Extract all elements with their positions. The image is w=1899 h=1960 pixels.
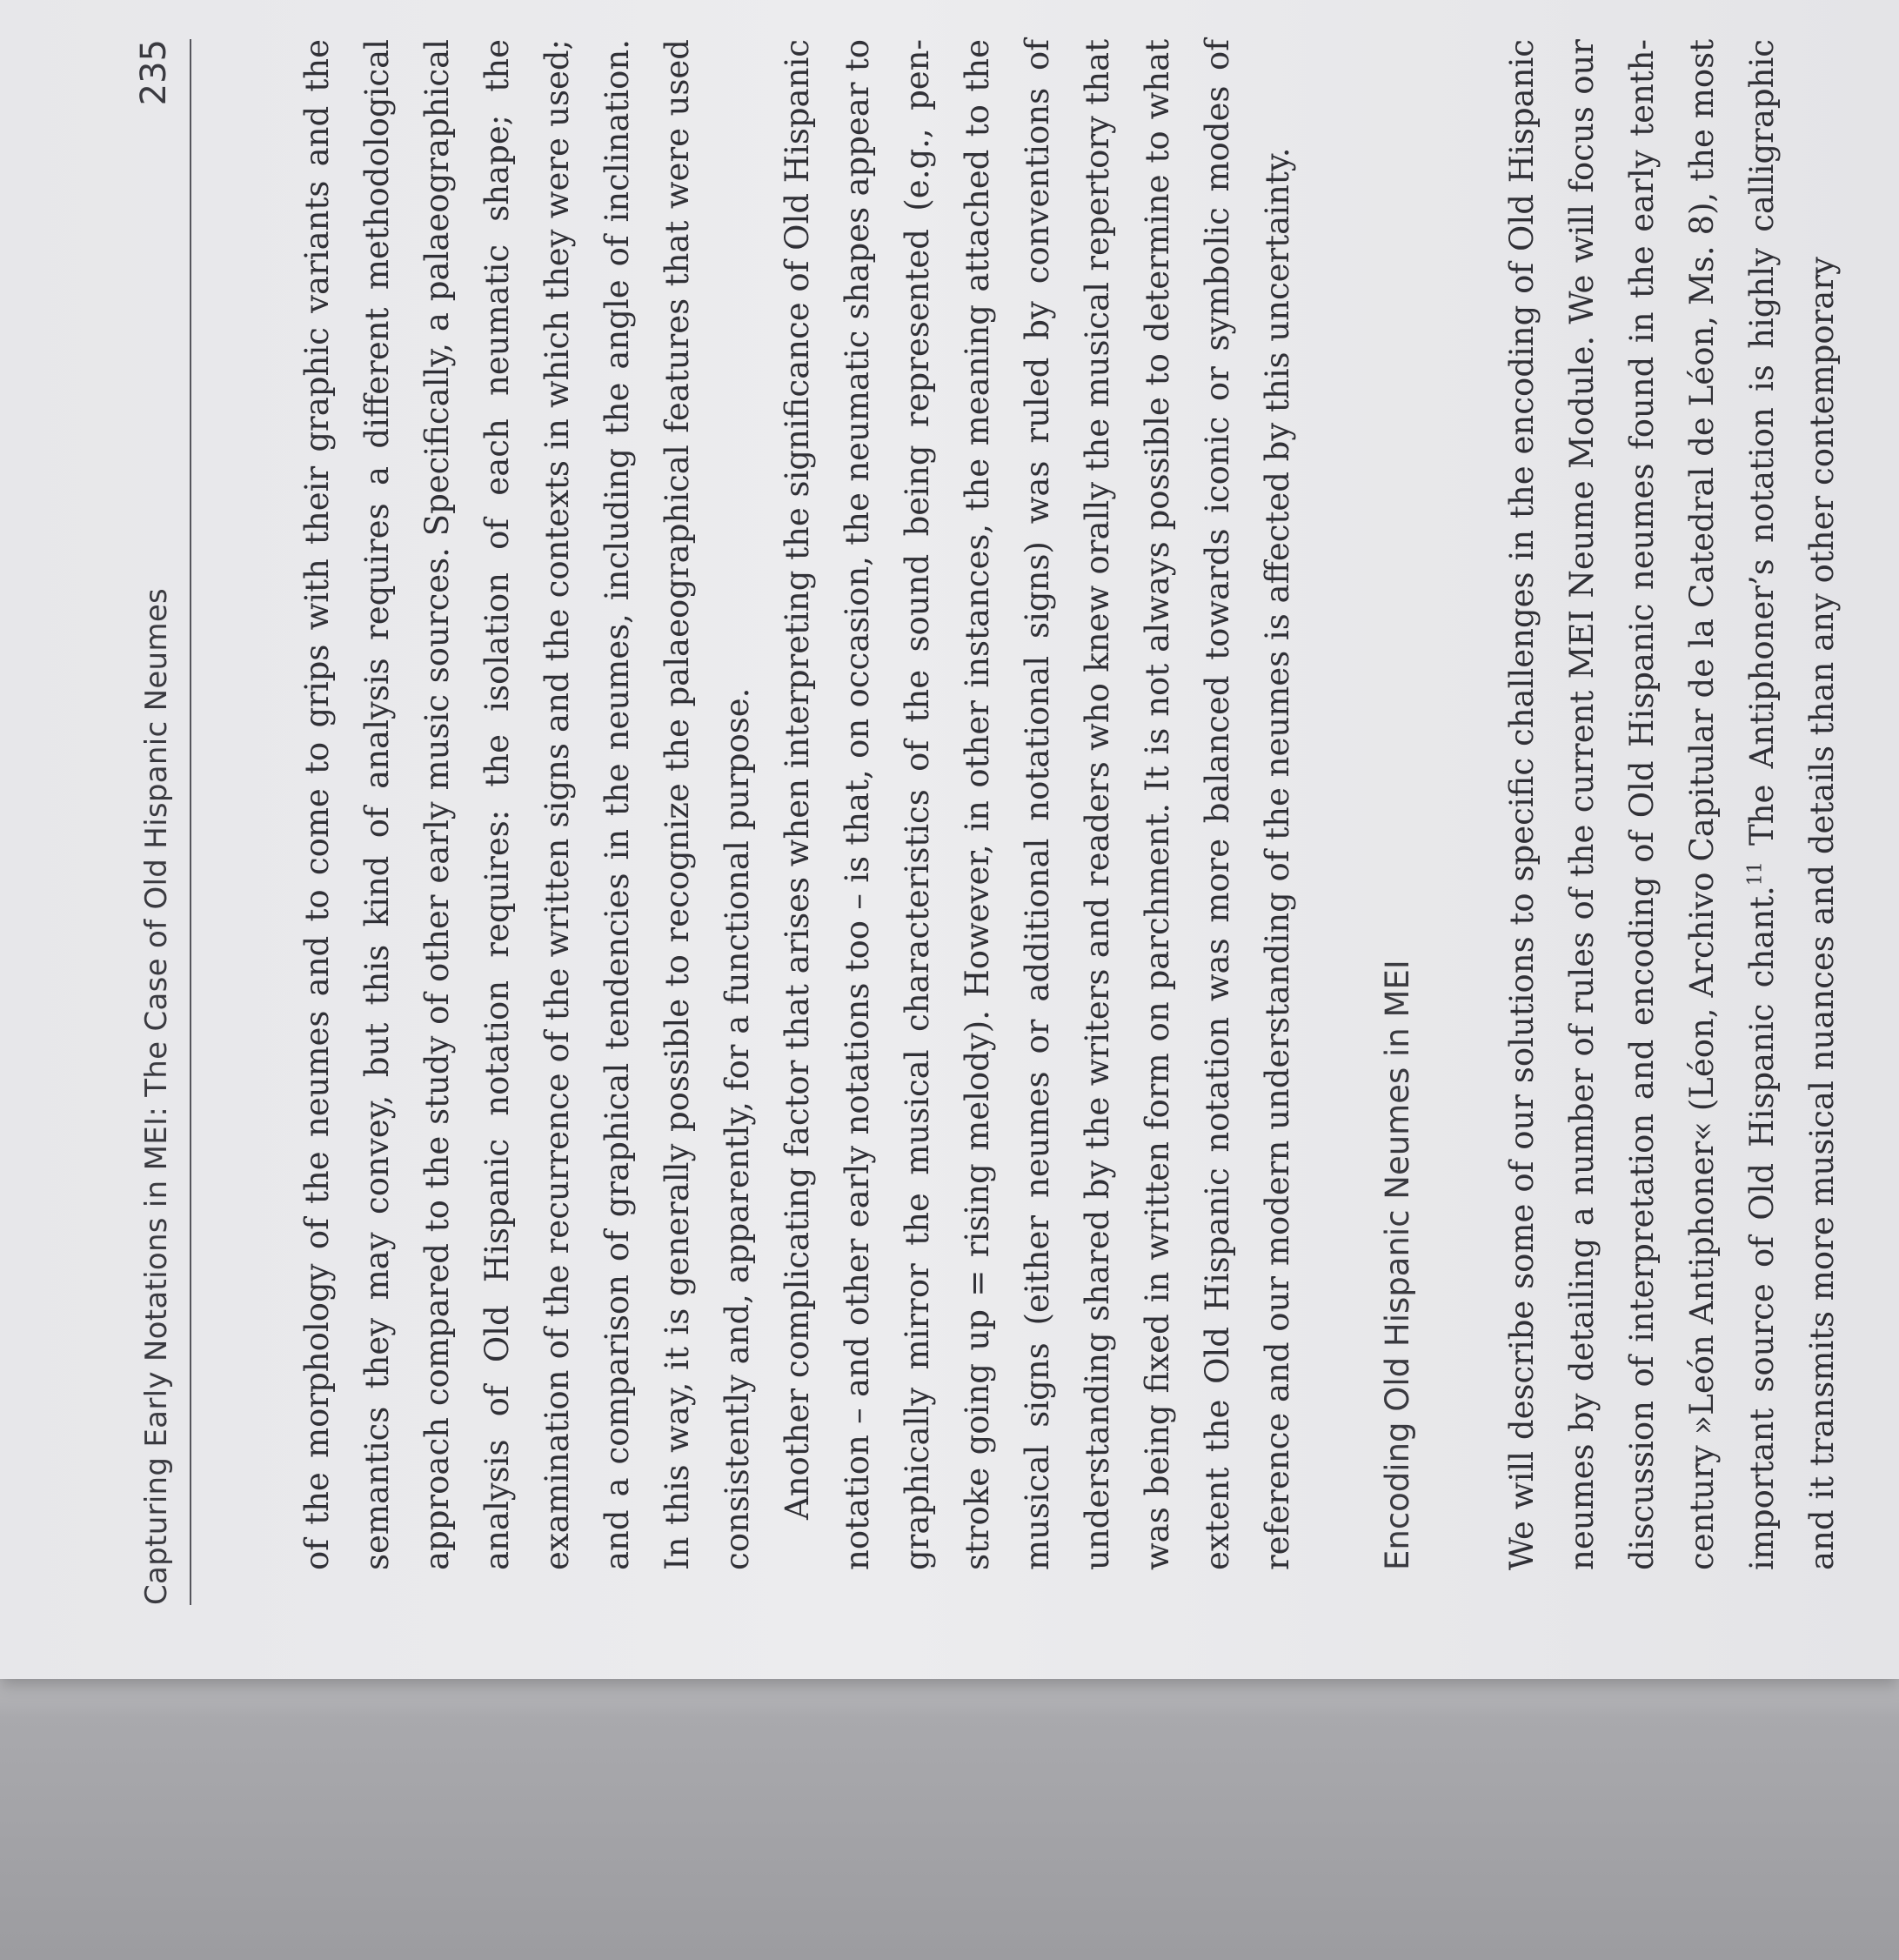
footnote-marker: 11 <box>1744 861 1767 886</box>
page-number: 235 <box>134 39 174 106</box>
paragraph: Another complicating factor that arises when interpreting the significance of Old Hispanic notation – and other early notations too – is that, on occasion, the neumatic shapes appear to graphically mirror the musical characteristics of the sound being represented (e.g., pen-stroke going up = rising melody). However, in other instances, the meaning attached to the musical signs (either neumes or additional notational signs) was ruled by conventions of understanding shared by the writers and readers who knew orally the musical repertory that was being fixed in written form on parchment. It is not always possible to determine to what extent the Old Hispanic notation was more balanced towards iconic or symbolic modes of reference and our modern understanding of the neumes is affected by this uncertainty. <box>779 39 1296 1570</box>
header-rule <box>190 39 191 1605</box>
running-head <box>122 39 191 1605</box>
book-edge <box>0 1666 1899 1960</box>
paragraph: of the morphology of the neumes and to come to grips with their graphic variants and the semantics they may convey, but this kind of analysis requires a different methodological approach compared to the study of other early music sources. Specifically, a palaeographical analysis of Old Hispanic notation requires: the isolation of each neumatic shape; the examination of the recurrence of the written signs and the contexts in which they were used; and a comparison of graphical tendencies in the neumes, including the angle of inclination. In this way, it is generally possible to recognize the palaeographical features that were used consistently and, apparently, for a functional purpose. <box>298 39 756 1570</box>
paragraph-text: The Antiphoner’s notation is highly calligraphic and it transmits more musical nuances and details than any other contemporary <box>1743 39 1841 1570</box>
paragraph-text: We will describe some of our solutions to specific challenges in the encoding of Old Hispanic neumes by detailing a number of rules of the current MEI Neume Module. We will focus our discussion of interpretation and encoding of Old Hispanic neumes found in the early tenth-century »León Antiphoner« (Léon, Archivo Capitular de la Catedral de Léon, Ms. 8), the most important source of Old Hispanic chant. <box>1503 39 1781 1570</box>
section-heading: Encoding Old Hispanic Neumes in MEI <box>1379 960 1416 1570</box>
paragraph <box>1492 39 1852 1570</box>
running-head-title: Capturing Early Notations in MEI: The Case of Old Hispanic Neumes <box>139 587 174 1605</box>
body-text <box>287 39 1852 1570</box>
